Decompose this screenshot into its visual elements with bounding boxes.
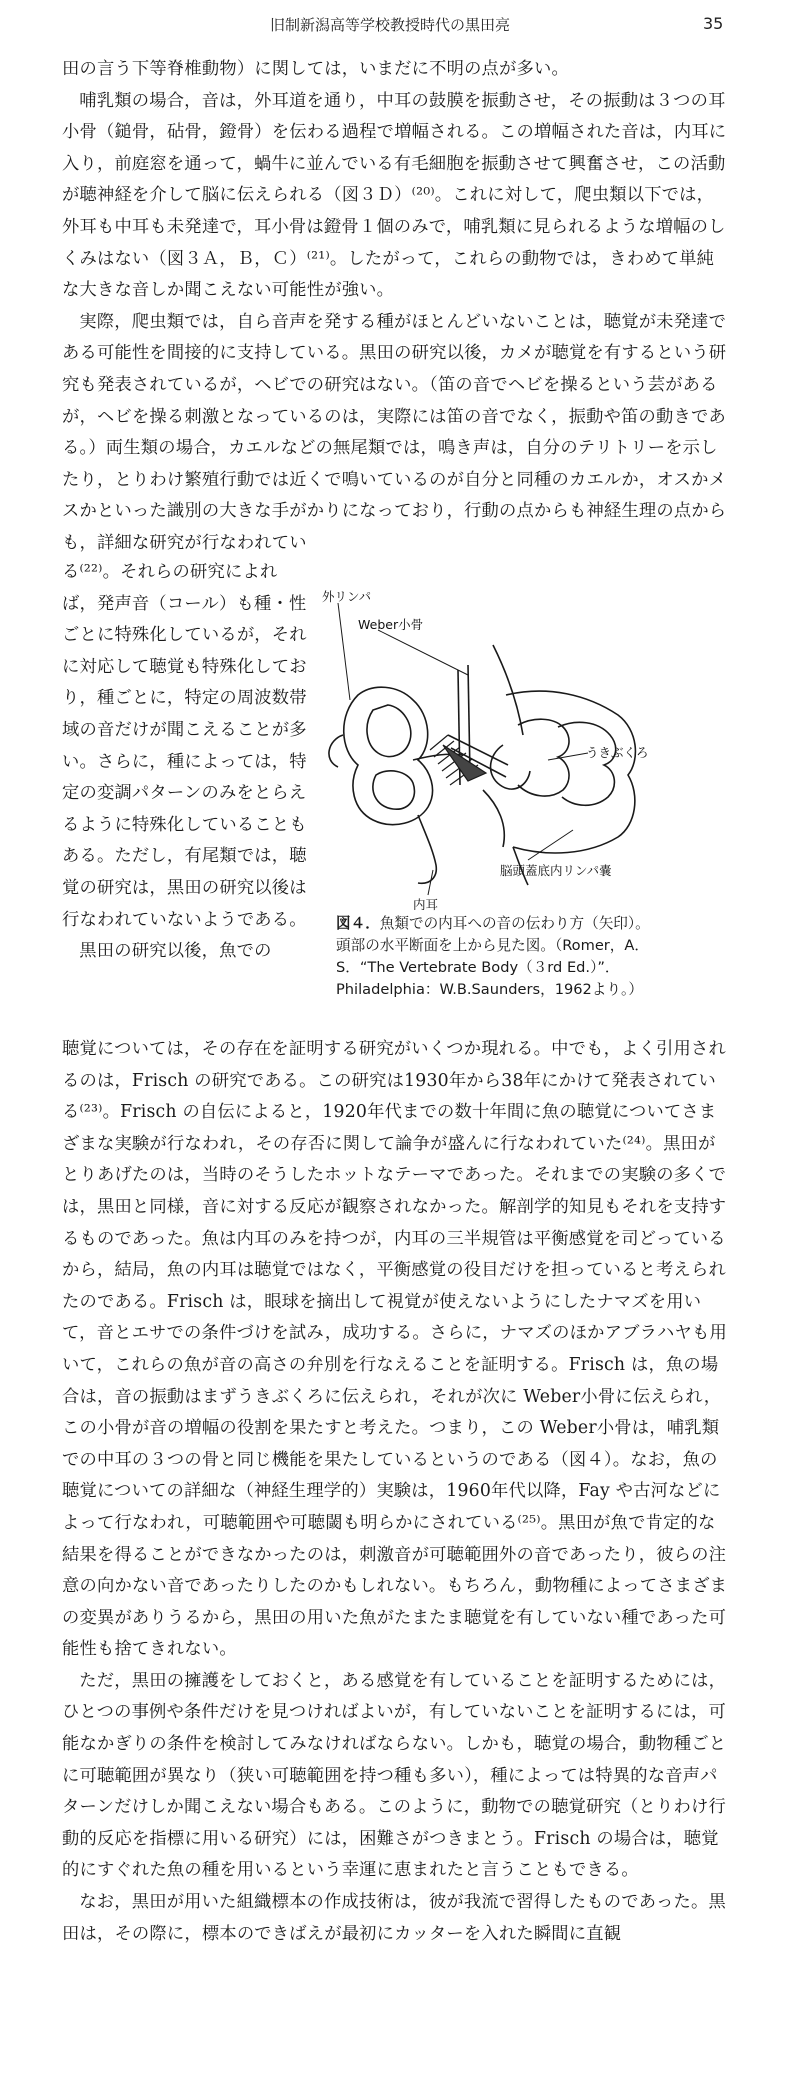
running-title: 旧制新潟高等学校教授時代の黒田亮 <box>270 16 511 34</box>
body-text-top <box>62 54 728 560</box>
label-saccus-endolymphaticus: 脳頭蓋底内リンパ嚢 <box>500 863 612 878</box>
body-text-beside-figure <box>62 557 312 968</box>
paragraph-amphibian-continued: る⁽²²⁾。それらの研究によれば，発声音（コール）も種・性ごとに特殊化しているが，それに対応して聴覚も特殊化しており，種ごとに，特定の周波数帯域の音だけが聞こえることが多い。さらに，種によっては，特定の変調パターンのみをとらえるように特殊化していることもある。ただし，有尾類では，聴覚の研究は，黒田の研究以後は行なわれていないようである。 <box>62 562 307 930</box>
figure-fish-inner-ear <box>318 585 648 915</box>
label-swim-bladder: うきぶくろ <box>586 745 649 760</box>
caption-text: 魚類での内耳への音の伝わり方（矢印）。 頭部の水平断面を上から見た図。（Romer，A． S．“The Vertebrate Body（３rd Ed.）”． Philadelphia：W.B.Saunders，1962より。） <box>336 915 650 998</box>
label-weber-ossicle: Weber小骨 <box>358 617 424 632</box>
label-inner-ear: 内耳 <box>413 897 439 912</box>
page-number: 35 <box>703 14 724 33</box>
paragraph-continuation: 田の言う下等脊椎動物）に関しては，いまだに不明の点が多い。 <box>62 59 569 79</box>
caption-number: 図４． <box>336 915 380 932</box>
paragraph-fish-hearing: 聴覚については，その存在を証明する研究がいくつか現れる。中でも，よく引用されるのは，Frisch の研究である。この研究は1930年から38年にかけて発表されている⁽²³⁾。Frisch の自伝によると，1920年代までの数十年間に魚の聴覚についてさまざまな実験が行なわれ，その存否に関して論争が盛んに行なわれていた⁽²⁴⁾。黒田がとりあげたのは，当時のそうしたホットなテーマであった。それまでの実験の多くでは，黒田と同様，音に対する反応が観察されなかった。解剖学的知見もそれを支持するものであった。魚は内耳のみを持つが，内耳の三半規管は平衡感覚を司どっているから，結局，魚の内耳は聴覚ではなく，平衡感覚の役目だけを担っていると考えられたのである。Frisch は，眼球を摘出して視覚が使えないようにしたナマズを用いて，音とエサでの条件づけを試み，成功する。さらに，ナマズのほかアブラハヤも用いて，これらの魚が音の高さの弁別を行なえることを証明する。Frisch は，魚の場合は，音の振動はまずうきぶくろに伝えられ，それが次に Weber小骨に伝えられ，この小骨が音の増幅の役割を果たすと考えた。つまり，この Weber小骨は，哺乳類での中耳の３つの骨と同じ機能を果たしているというのである（図４）。なお，魚の聴覚についての詳細な（神経生理学的）実験は，1960年代以降，Fay や古河などによって行なわれ，可聴範囲や可聴閾も明らかにされている⁽²⁵⁾。黒田が魚で肯定的な結果を得ることができなかったのは，刺激音が可聴範囲外の音であったり，彼らの注意の向かない音であったりしたのかもしれない。もちろん，動物種によってさまざまの変異がありうるから，黒田の用いた魚がたまたま聴覚を有していない種であった可能性も捨てきれない。 <box>62 1039 728 1660</box>
paragraph-kuroda-defense: ただ，黒田の擁護をしておくと，ある感覚を有していることを証明するためには，ひとつの事例や条件だけを見つければよいが，有していないことを証明するには，可能なかぎりの条件を検討してみなければならない。しかも，聴覚の場合，動物種ごとに可聴範囲が異なり（狭い可聴範囲を持つ種も多い），種によっては特異的な音声パターンだけしか聞こえない場合もある。このように，動物での聴覚研究（とりわけ行動的反応を指標に用いる研究）には，困難さがつきまとう。Frisch の場合は，聴覚的にすぐれた魚の種を用いるという幸運に恵まれたと言うこともできる。 <box>62 1670 727 1881</box>
paragraph-tissue-technique: なお，黒田が用いた組織標本の作成技術は，彼が我流で習得したものであった。黒田は，その際に，標本のできばえが最初にカッターを入れた瞬間に直観 <box>62 1892 726 1944</box>
body-text-bottom <box>62 1034 728 1950</box>
figure-caption <box>336 913 726 1001</box>
paragraph-mammal-hearing: 哺乳類の場合，音は，外耳道を通り，中耳の鼓膜を振動させ，その振動は３つの耳小骨（鎚骨，砧骨，鐙骨）を伝わる過程で増幅される。この増幅された音は，内耳に入り，前庭窓を通って，蝸牛に並んでいる有毛細胞を振動させて興奮させ，この活動が聴神経を介して脳に伝えられる（図３Ｄ）⁽²⁰⁾。これに対して，爬虫類以下では，外耳も中耳も未発達で，耳小骨は鐙骨１個のみで，哺乳類に見られるような増幅のしくみはない（図３Ａ，Ｂ，Ｃ）⁽²¹⁾。したがって，これらの動物では，きわめて単純な大きな音しか聞こえない可能性が強い。 <box>62 90 727 301</box>
paragraph-reptile-amphibian: 実際，爬虫類では，自ら音声を発する種がほとんどいないことは，聴覚が未発達である可能性を間接的に支持している。黒田の研究以後，カメが聴覚を有するという研究も発表されているが，ヘビでの研究はない。（笛の音でヘビを操るという芸があるが，ヘビを操る刺激となっているのは，実際には笛の音でなく，振動や笛の動きである。）両生類の場合，カエルなどの無尾類では，鳴き声は，自分のテリトリーを示したり，とりわけ繁殖行動では近くで鳴いているのが自分と同種のカエルか，オスかメスかといった識別の大きな手がかりになっており，行動の点からも神経生理の点からも，詳細な研究が行なわれてい <box>62 311 727 553</box>
running-header <box>0 14 800 38</box>
paragraph-fish-start: 黒田の研究以後，魚での <box>79 941 272 962</box>
arrow-hatching <box>430 735 486 785</box>
label-outer-lymph: 外リンパ <box>322 589 372 604</box>
